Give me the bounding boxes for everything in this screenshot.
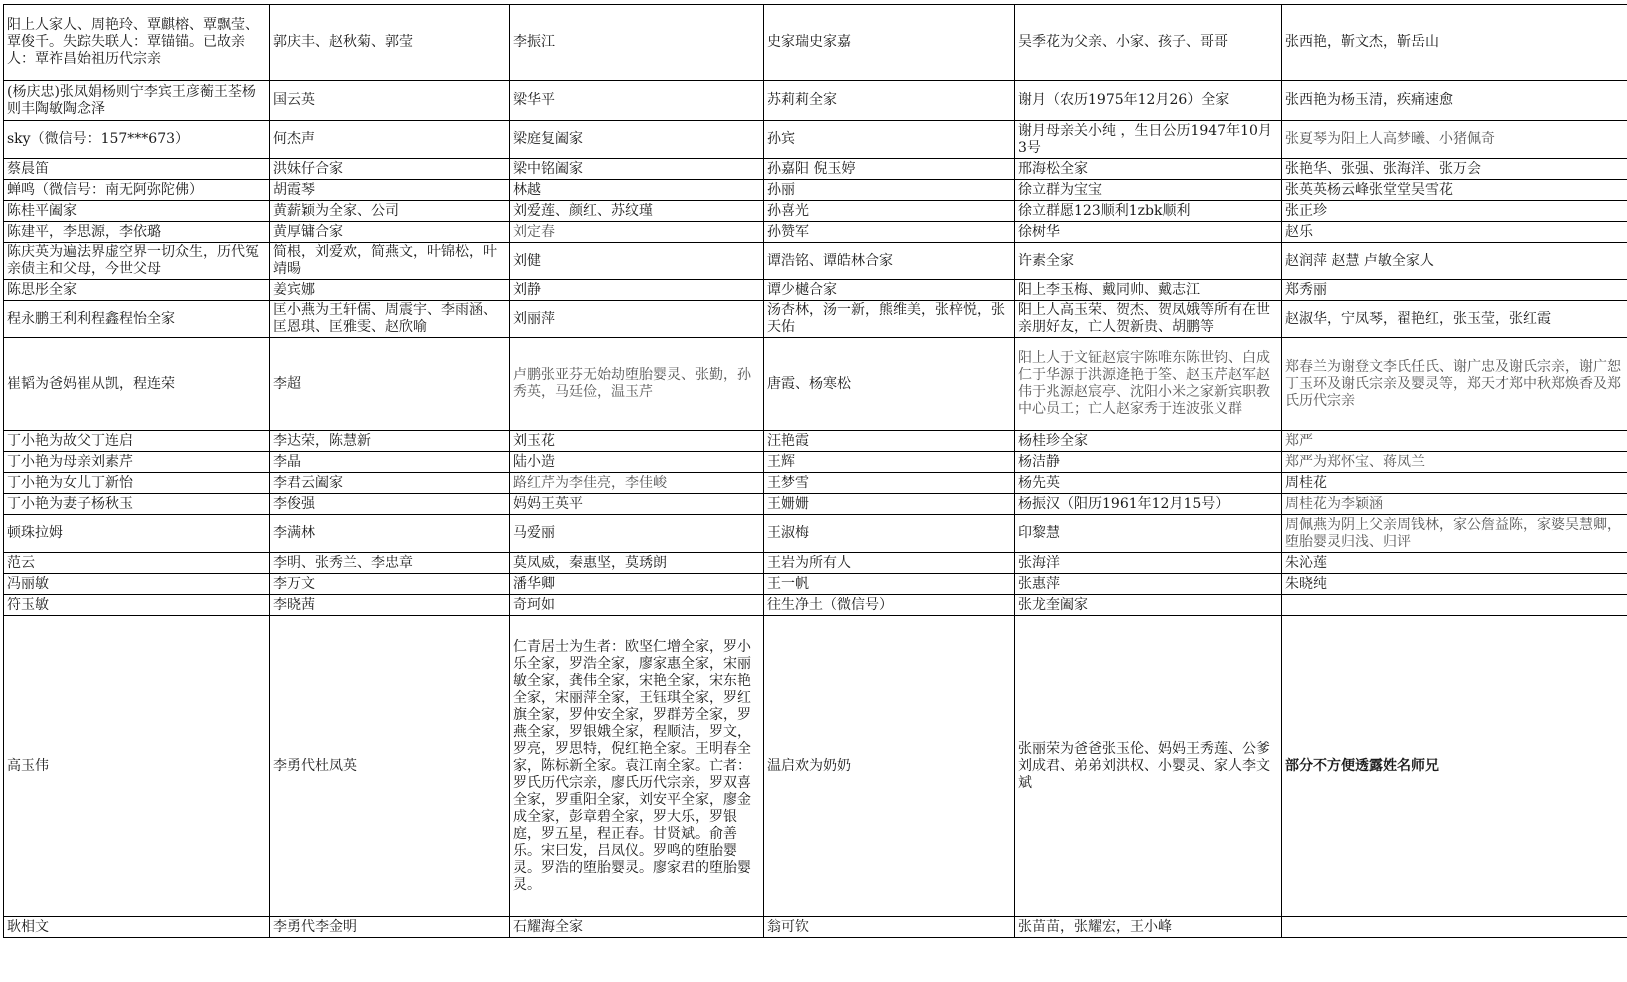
table-cell[interactable]: 张惠萍 bbox=[1015, 574, 1282, 595]
table-cell[interactable]: 郭庆丰、赵秋菊、郭莹 bbox=[270, 5, 510, 81]
table-cell[interactable]: 耿相文 bbox=[4, 917, 270, 938]
table-cell[interactable]: 李达荣，陈慧新 bbox=[270, 431, 510, 452]
table-cell[interactable]: 刘丽萍 bbox=[510, 301, 764, 338]
table-cell[interactable]: 陈庆英为遍法界虚空界一切众生，历代冤亲债主和父母，今世父母 bbox=[4, 243, 270, 280]
table-cell[interactable]: 丁小艳为女儿丁新怡 bbox=[4, 473, 270, 494]
table-cell[interactable] bbox=[1282, 917, 1627, 938]
table-cell[interactable]: 卢鹏张亚芬无始劫堕胎婴灵、张勤，孙秀英，马廷俭，温玉芹 bbox=[510, 338, 764, 431]
table-cell[interactable]: 黄厚镛合家 bbox=[270, 222, 510, 243]
table-cell[interactable]: 高玉伟 bbox=[4, 616, 270, 917]
table-cell[interactable] bbox=[1282, 595, 1627, 616]
table-cell[interactable]: 刘玉花 bbox=[510, 431, 764, 452]
table-cell[interactable]: 汪艳霞 bbox=[764, 431, 1015, 452]
table-row bbox=[4, 452, 1627, 473]
table-row bbox=[4, 338, 1627, 431]
table-cell[interactable]: 莫凤威，秦惠坚，莫琇朗 bbox=[510, 553, 764, 574]
table-cell[interactable]: 王岩为所有人 bbox=[764, 553, 1015, 574]
table-cell[interactable]: 张艳华、张强、张海洋、张万会 bbox=[1282, 159, 1627, 180]
table-cell[interactable]: 周佩燕为阴上父亲周钱林，家公詹益陈，家婆吴慧卿，堕胎婴灵归浅、归评 bbox=[1282, 515, 1627, 553]
table-cell[interactable]: 李俊强 bbox=[270, 494, 510, 515]
table-cell[interactable]: 谭浩铭、谭皓林合家 bbox=[764, 243, 1015, 280]
table-cell[interactable]: 林越 bbox=[510, 180, 764, 201]
table-cell[interactable]: 李勇代李金明 bbox=[270, 917, 510, 938]
table-cell[interactable]: 孙丽 bbox=[764, 180, 1015, 201]
table-cell[interactable]: 胡霞琴 bbox=[270, 180, 510, 201]
table-row bbox=[4, 280, 1627, 301]
table-cell[interactable]: 杨先英 bbox=[1015, 473, 1282, 494]
table-cell[interactable]: 谢月母亲关小纯 ，生日公历1947年10月3号 bbox=[1015, 121, 1282, 159]
table-cell[interactable]: sky（微信号：157***673） bbox=[4, 121, 270, 159]
table-cell[interactable]: 梁华平 bbox=[510, 81, 764, 121]
table-cell[interactable]: 冯丽敏 bbox=[4, 574, 270, 595]
table-cell[interactable]: 路红芹为李佳亮，李佳峻 bbox=[510, 473, 764, 494]
table-cell[interactable]: 崔韬为爸妈崔从凯，程连荣 bbox=[4, 338, 270, 431]
table-cell[interactable]: 唐霞、杨寒松 bbox=[764, 338, 1015, 431]
table-cell[interactable]: 部分不方便透露姓名师兄 bbox=[1282, 616, 1627, 917]
table-cell[interactable]: 赵润萍 赵慧 卢敏全家人 bbox=[1282, 243, 1627, 280]
table-cell[interactable]: 蔡晨笛 bbox=[4, 159, 270, 180]
table-row bbox=[4, 301, 1627, 338]
name-table bbox=[3, 4, 1627, 938]
table-cell[interactable]: 郑严 bbox=[1282, 431, 1627, 452]
table-cell[interactable]: 洪妹仔合家 bbox=[270, 159, 510, 180]
table-row bbox=[4, 595, 1627, 616]
table-cell[interactable]: 朱沁莲 bbox=[1282, 553, 1627, 574]
table-cell[interactable]: 何杰声 bbox=[270, 121, 510, 159]
table-cell[interactable]: 张西艳，靳文杰，靳岳山 bbox=[1282, 5, 1627, 81]
table-row bbox=[4, 473, 1627, 494]
table-cell[interactable]: 简根，刘爱欢，简燕文，叶锦松，叶靖暘 bbox=[270, 243, 510, 280]
table-cell[interactable]: 孙宾 bbox=[764, 121, 1015, 159]
table-cell[interactable]: 张海洋 bbox=[1015, 553, 1282, 574]
table-cell[interactable]: 杨桂珍全家 bbox=[1015, 431, 1282, 452]
table-cell[interactable]: 张正珍 bbox=[1282, 201, 1627, 222]
table-cell[interactable]: 梁中铭阖家 bbox=[510, 159, 764, 180]
table-cell[interactable]: 刘定春 bbox=[510, 222, 764, 243]
table-cell[interactable]: 姜宾娜 bbox=[270, 280, 510, 301]
table-cell[interactable]: 往生净土（微信号） bbox=[764, 595, 1015, 616]
table-cell[interactable]: 史家瑞史家嘉 bbox=[764, 5, 1015, 81]
table-cell[interactable]: 吴季花为父亲、小家、孩子、哥哥 bbox=[1015, 5, 1282, 81]
table-cell[interactable]: 程永鹏王利利程鑫程怡全家 bbox=[4, 301, 270, 338]
table-cell[interactable]: 张英英杨云峰张堂堂吴雪花 bbox=[1282, 180, 1627, 201]
table-cell[interactable]: 张西艳为杨玉清，疾痛速愈 bbox=[1282, 81, 1627, 121]
table-cell[interactable]: 李振江 bbox=[510, 5, 764, 81]
table-cell[interactable]: 汤杏林，汤一新，熊维美，张梓悦，张天佑 bbox=[764, 301, 1015, 338]
table-cell[interactable]: 仁青居士为生者：欧坚仁增全家，罗小乐全家，罗浩全家，廖家惠全家，宋丽敏全家，龚伟全家，宋艳全家，宋东艳全家，宋丽萍全家，王钰琪全家，罗红旗全家，罗仲安全家，罗群芳全家，罗燕全家，罗银娥全家，程顺洁，罗文，罗亮，罗思特，倪红艳全家。王明春全家，陈标新全家。袁江南全家。亡者：罗氏历代宗亲，廖氏历代宗亲，罗双喜全家，罗重阳全家，刘安平全家，廖金成全家，彭章碧全家，罗大乐，罗银庭，罗五星，程正春。甘贤斌。俞善乐。宋曰发，吕凤仪。罗鸣的堕胎婴灵。罗浩的堕胎婴灵。廖家君的堕胎婴灵。 bbox=[510, 616, 764, 917]
table-row bbox=[4, 180, 1627, 201]
table-cell[interactable]: 阳上人高玉荣、贺杰、贺凤娥等所有在世亲朋好友，亡人贺新贵、胡鹏等 bbox=[1015, 301, 1282, 338]
table-cell[interactable]: 印黎慧 bbox=[1015, 515, 1282, 553]
table-cell[interactable]: 王淑梅 bbox=[764, 515, 1015, 553]
table-row bbox=[4, 917, 1627, 938]
table-cell[interactable]: 刘健 bbox=[510, 243, 764, 280]
table-cell[interactable]: 徐树华 bbox=[1015, 222, 1282, 243]
table-cell[interactable]: 丁小艳为母亲刘素芹 bbox=[4, 452, 270, 473]
table-row bbox=[4, 515, 1627, 553]
table-cell[interactable]: 赵乐 bbox=[1282, 222, 1627, 243]
table-cell[interactable]: 谭少樾合家 bbox=[764, 280, 1015, 301]
table-row bbox=[4, 431, 1627, 452]
table-cell[interactable]: 王梦雪 bbox=[764, 473, 1015, 494]
table-cell[interactable]: 妈妈王英平 bbox=[510, 494, 764, 515]
table-cell[interactable]: 范云 bbox=[4, 553, 270, 574]
table-cell[interactable]: 刘静 bbox=[510, 280, 764, 301]
table-body bbox=[4, 5, 1627, 938]
table-cell[interactable]: 周桂花 bbox=[1282, 473, 1627, 494]
table-cell[interactable]: 李满林 bbox=[270, 515, 510, 553]
table-cell[interactable]: 陈建平，李思源，李依璐 bbox=[4, 222, 270, 243]
table-cell[interactable]: 周桂花为李颖涵 bbox=[1282, 494, 1627, 515]
table-cell[interactable]: 符玉敏 bbox=[4, 595, 270, 616]
table-cell[interactable]: 朱晓纯 bbox=[1282, 574, 1627, 595]
table-row bbox=[4, 159, 1627, 180]
table-cell[interactable]: 石耀海全家 bbox=[510, 917, 764, 938]
table-row bbox=[4, 243, 1627, 280]
table-cell[interactable]: 顿珠拉姆 bbox=[4, 515, 270, 553]
table-cell[interactable]: 丁小艳为故父丁连启 bbox=[4, 431, 270, 452]
table-cell[interactable]: 王姗姗 bbox=[764, 494, 1015, 515]
table-row bbox=[4, 616, 1627, 917]
table-row bbox=[4, 553, 1627, 574]
table-cell[interactable]: 刘爱莲、颜红、苏纹瑾 bbox=[510, 201, 764, 222]
table-cell[interactable]: 苏莉莉全家 bbox=[764, 81, 1015, 121]
table-row bbox=[4, 201, 1627, 222]
table-cell[interactable]: 张苗苗，张耀宏，王小峰 bbox=[1015, 917, 1282, 938]
table-cell[interactable]: 张丽荣为爸爸张玉伦、妈妈王秀莲、公爹刘成君、弟弟刘洪权、小婴灵、家人李文斌 bbox=[1015, 616, 1282, 917]
table-cell[interactable]: 赵淑华，宁凤琴，翟艳红，张玉莹，张红霞 bbox=[1282, 301, 1627, 338]
table-cell[interactable]: 李万文 bbox=[270, 574, 510, 595]
table-cell[interactable]: 陆小造 bbox=[510, 452, 764, 473]
table-cell[interactable]: (杨庆忠)张凤娟杨则宁李宾王彦蘅王荃杨则丰陶敏陶念泽 bbox=[4, 81, 270, 121]
table-cell[interactable]: 郑春兰为谢登文李氏任氏、谢广忠及谢氏宗亲，谢广恕丁玉环及谢氏宗亲及婴灵等，郑天才郑中秋郑焕香及郑氏历代宗亲 bbox=[1282, 338, 1627, 431]
table-cell[interactable]: 杨振汉（阳历1961年12月15号） bbox=[1015, 494, 1282, 515]
table-cell[interactable]: 郑秀丽 bbox=[1282, 280, 1627, 301]
table-cell[interactable]: 丁小艳为妻子杨秋玉 bbox=[4, 494, 270, 515]
table-cell[interactable]: 李晶 bbox=[270, 452, 510, 473]
table-cell[interactable]: 孙喜光 bbox=[764, 201, 1015, 222]
table-row bbox=[4, 81, 1627, 121]
table-cell[interactable]: 梁庭复阖家 bbox=[510, 121, 764, 159]
table-cell[interactable]: 阳上李玉梅、戴同帅、戴志江 bbox=[1015, 280, 1282, 301]
table-cell[interactable]: 黄薪颖为全家、公司 bbox=[270, 201, 510, 222]
table-cell[interactable]: 徐立群愿123顺利1zbk顺利 bbox=[1015, 201, 1282, 222]
table-cell[interactable]: 陈桂平阖家 bbox=[4, 201, 270, 222]
spreadsheet-sheet bbox=[3, 4, 1627, 938]
table-cell[interactable]: 王一帆 bbox=[764, 574, 1015, 595]
table-cell[interactable]: 翁可钦 bbox=[764, 917, 1015, 938]
table-cell[interactable]: 国云英 bbox=[270, 81, 510, 121]
table-row bbox=[4, 222, 1627, 243]
table-cell[interactable]: 陈思彤全家 bbox=[4, 280, 270, 301]
table-cell[interactable]: 李明、张秀兰、李忠章 bbox=[270, 553, 510, 574]
table-cell[interactable]: 邢海松全家 bbox=[1015, 159, 1282, 180]
table-cell[interactable]: 王辉 bbox=[764, 452, 1015, 473]
table-row bbox=[4, 494, 1627, 515]
table-cell[interactable]: 杨洁静 bbox=[1015, 452, 1282, 473]
table-cell[interactable]: 马爱丽 bbox=[510, 515, 764, 553]
table-cell[interactable]: 匡小燕为王轩儒、周震宇、李雨涵、匡恩琪、匡雅雯、赵欣喻 bbox=[270, 301, 510, 338]
table-cell[interactable]: 李晓茜 bbox=[270, 595, 510, 616]
table-cell[interactable]: 潘华卿 bbox=[510, 574, 764, 595]
table-cell[interactable]: 温启欢为奶奶 bbox=[764, 616, 1015, 917]
table-cell[interactable]: 奇珂如 bbox=[510, 595, 764, 616]
table-cell[interactable]: 李超 bbox=[270, 338, 510, 431]
table-row bbox=[4, 5, 1627, 81]
table-cell[interactable]: 郑严为郑怀宝、蒋凤兰 bbox=[1282, 452, 1627, 473]
table-row bbox=[4, 121, 1627, 159]
table-cell[interactable]: 阳上人家人、周艳玲、覃麒榕、覃飘莹、覃俊千。失踪失联人：覃锚锚。已故亲人：覃祚昌始祖历代宗亲 bbox=[4, 5, 270, 81]
table-cell[interactable]: 徐立群为宝宝 bbox=[1015, 180, 1282, 201]
table-cell[interactable]: 谢月（农历1975年12月26）全家 bbox=[1015, 81, 1282, 121]
table-cell[interactable]: 孙赞军 bbox=[764, 222, 1015, 243]
table-cell[interactable]: 张龙奎阖家 bbox=[1015, 595, 1282, 616]
table-cell[interactable]: 许素全家 bbox=[1015, 243, 1282, 280]
table-cell[interactable]: 李君云阖家 bbox=[270, 473, 510, 494]
table-cell[interactable]: 李勇代杜凤英 bbox=[270, 616, 510, 917]
table-row bbox=[4, 574, 1627, 595]
table-cell[interactable]: 蝉鸣（微信号：南无阿弥陀佛） bbox=[4, 180, 270, 201]
table-cell[interactable]: 阳上人于文钲赵宸宇陈唯东陈世钧、白成仁于华源于洪源逄艳于筌、赵玉芹赵军赵伟于兆源赵宸亭、沈阳小米之家新宾职教中心员工；亡人赵家秀于连波张义群 bbox=[1015, 338, 1282, 431]
table-cell[interactable]: 张夏琴为阳上人高梦曦、小猪佩奇 bbox=[1282, 121, 1627, 159]
table-cell[interactable]: 孙嘉阳 倪玉婷 bbox=[764, 159, 1015, 180]
